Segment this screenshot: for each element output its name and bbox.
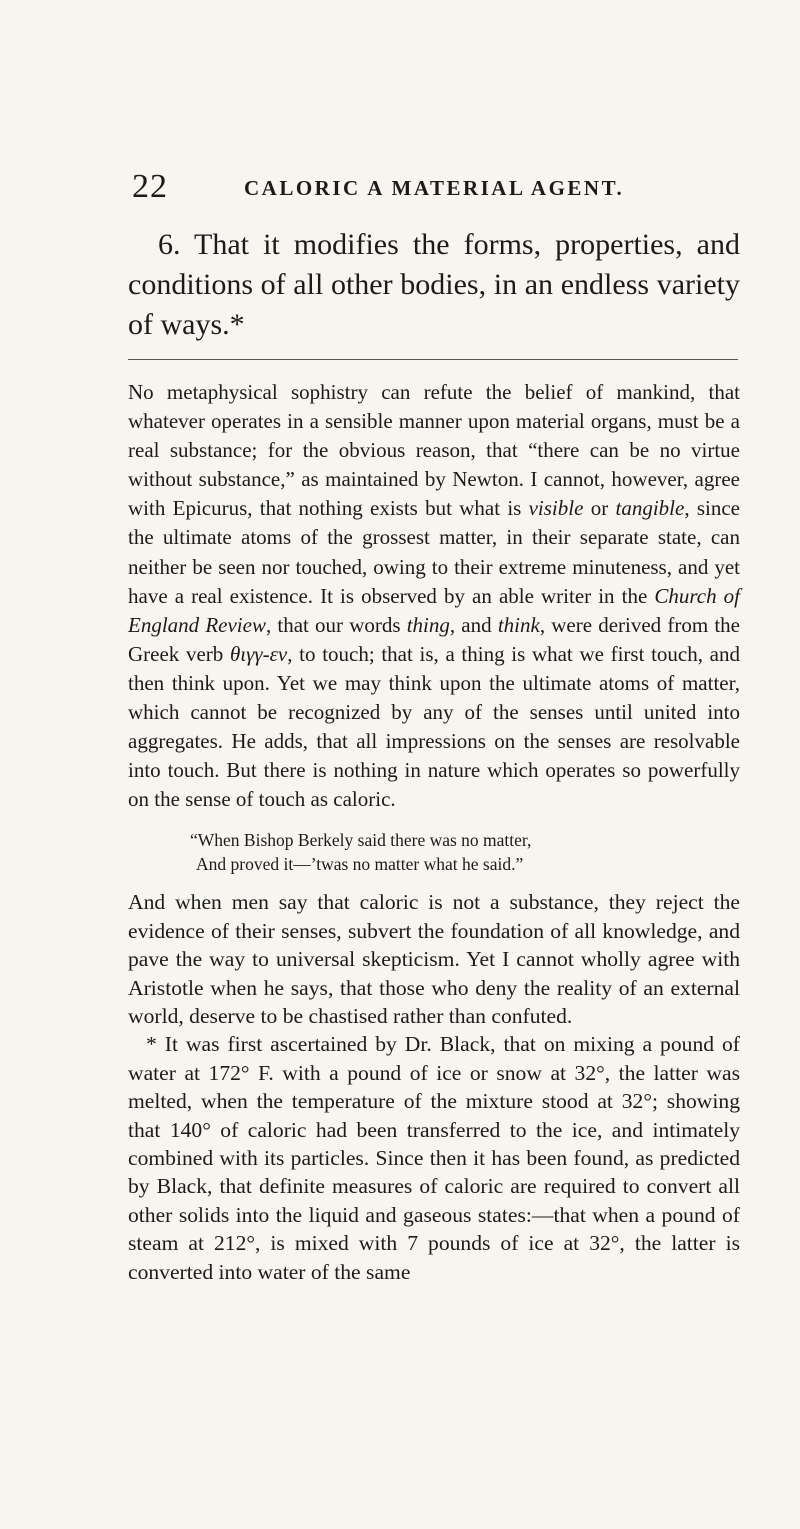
running-title: CALORIC A MATERIAL AGENT. [244,176,625,200]
footnote: * It was first ascertained by Dr. Black, that on mixing a pound of water at 172° F. with a pound of ice or snow at 32°, the latter was melted, when the temperature of the mixture stood at 32°; showing that 140° of caloric had been transferred to the ice, and intimately combined with its particles. Since then it has been found, as predicted by Black, that definite measures of caloric are required to convert all other solids into the liquid and gaseous states:—that when a pound of steam at 212°, is mixed with 7 pounds of ice at 32°, the latter is converted into water of the same [128,1032,740,1284]
page-number: 22 [132,168,168,205]
verse-quote [190,828,740,876]
closing-paragraph: And when men say that caloric is not a substance, they reject the evidence of their senses, subvert the foundation of all knowledge, and pave the way to universal skepticism. Yet I cannot wholly agree with Aristotle when he says, that those who deny the reality of an external world, deserve to be chastised rather than confuted. [128,890,740,1029]
body-text [128,225,740,1286]
page-header [132,168,732,208]
greek-word: θιγγ-εν [229,641,288,666]
quote-line-1: “When Bishop Berkely said there was no matter, [190,830,532,851]
main-paragraph: No metaphysical sophistry can refute the belief of mankind, that whatever operates in a sensible manner upon material organs, must be a real substance; for the obvious reason, that “there can be no virtue without substance,” as maintained by Newton. I cannot, however, agree with Epicurus, that nothing exists but what is visible or tangible, since the ultimate atoms of the grossest matter, in their separate state, can neither be seen nor touched, owing to their extreme minuteness, and yet have a real existence. It is observed by an able writer in the Church of England Review, that our words thing, and think, were derived from the Greek verb θιγγ-εν, to touch; that is, a thing is what we first touch, and then think upon. Yet we may think upon the ultimate atoms of matter, which cannot be recognized by any of the senses until united into aggregates. He adds, that all impressions on the senses are resolvable into touch. But there is nothing in nature which operates so powerfully on the sense of touch as caloric. [128,380,741,812]
quote-line-2: And proved it—’twas no matter what he said.” [196,854,524,875]
section-divider [128,359,738,360]
lead-paragraph: 6. That it modifies the forms, properties, and conditions of all other bodies, in an endless variety of ways.* [128,228,740,341]
